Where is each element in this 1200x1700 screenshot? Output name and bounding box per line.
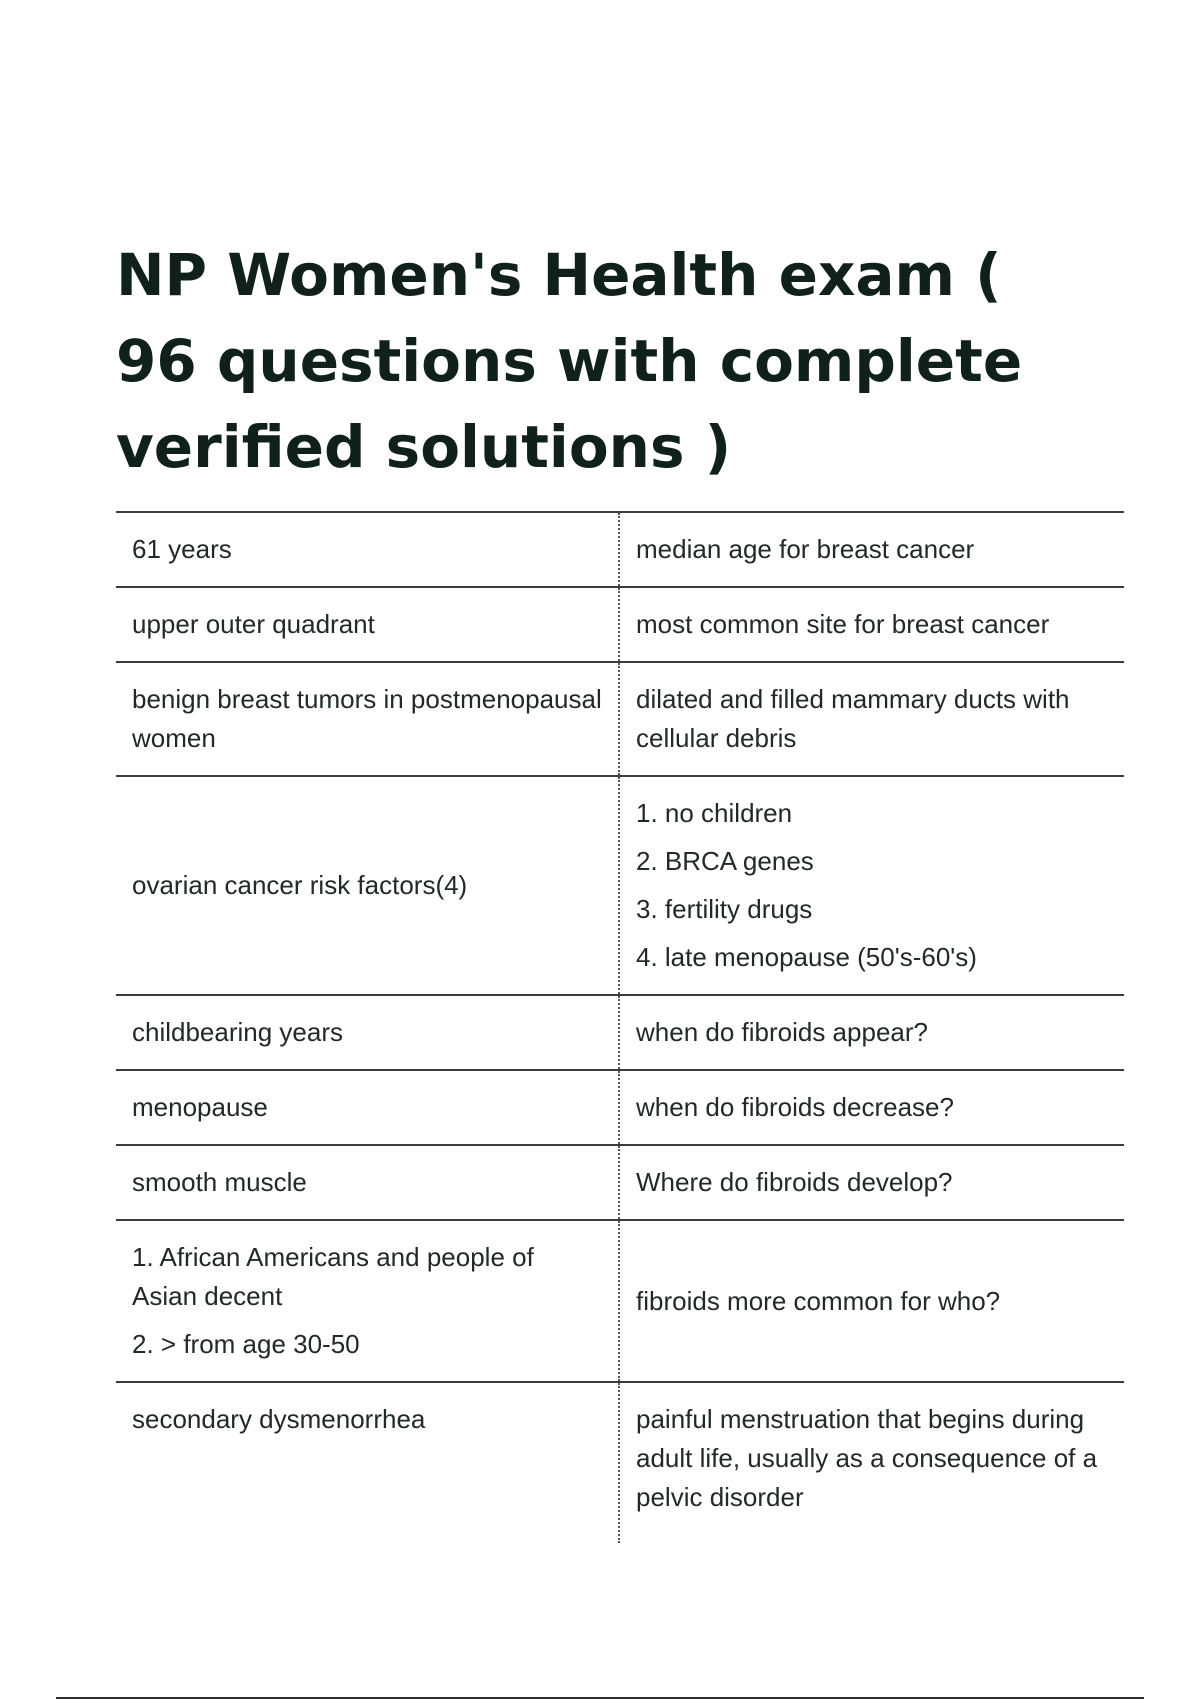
definition-text: when do fibroids decrease?: [636, 1092, 954, 1122]
term-cell: [116, 512, 619, 587]
table-row: [116, 587, 1124, 662]
term-text: smooth muscle: [132, 1167, 307, 1197]
term-text: secondary dysmenorrhea: [132, 1404, 426, 1434]
definition-text: median age for breast cancer: [636, 534, 975, 564]
table-row: [116, 1382, 1124, 1543]
definition-cell: [619, 1382, 1124, 1543]
term-text: upper outer quadrant: [132, 609, 375, 639]
definition-text: 4. late menopause (50's-60's): [636, 942, 977, 972]
term-cell: [116, 1145, 619, 1220]
definition-text: when do fibroids appear?: [636, 1017, 928, 1047]
definition-cell: [619, 995, 1124, 1070]
term-cell: [116, 776, 619, 995]
definition-text: 3. fertility drugs: [636, 894, 813, 924]
definition-cell: [619, 1070, 1124, 1145]
definition-cell: [619, 1145, 1124, 1220]
term-text: childbearing years: [132, 1017, 344, 1047]
definition-cell: [619, 662, 1124, 776]
term-cell: [116, 1382, 619, 1543]
term-text: 61 years: [132, 534, 232, 564]
definition-text: painful menstruation that begins during adult life, usually as a consequence of a pelvic disorder: [636, 1404, 1098, 1512]
term-cell: [116, 1070, 619, 1145]
term-text: 1. African Americans and people of Asian decent: [132, 1242, 534, 1311]
table-row: [116, 512, 1124, 587]
definition-cell: [619, 512, 1124, 587]
table-row: [116, 1145, 1124, 1220]
page-title: NP Women's Health exam ( 96 questions with complete verified solutions ): [116, 241, 1023, 481]
table-row: [116, 776, 1124, 995]
definition-cell: [619, 587, 1124, 662]
table-row: [116, 1220, 1124, 1382]
definition-cell: [619, 776, 1124, 995]
definition-text: fibroids more common for who?: [636, 1285, 1001, 1316]
table-row: [116, 995, 1124, 1070]
term-text: benign breast tumors in postmenopausal women: [132, 684, 602, 753]
term-text: 2. > from age 30-50: [132, 1329, 360, 1359]
definition-text: 2. BRCA genes: [636, 846, 814, 876]
term-cell: [116, 995, 619, 1070]
definition-text: 1. no children: [636, 798, 793, 828]
definition-cell: [619, 1220, 1124, 1382]
table-row: [116, 1070, 1124, 1145]
term-cell: [116, 587, 619, 662]
term-cell: [116, 662, 619, 776]
term-text: menopause: [132, 1092, 268, 1122]
definition-text: Where do fibroids develop?: [636, 1167, 953, 1197]
definition-text: most common site for breast cancer: [636, 609, 1050, 639]
term-cell: [116, 1220, 619, 1382]
term-text: ovarian cancer risk factors(4): [132, 870, 468, 900]
table-row: [116, 662, 1124, 776]
flashcard-table: [116, 511, 1124, 1543]
definition-text: dilated and filled mammary ducts with cellular debris: [636, 684, 1070, 753]
page-bottom-divider: [56, 1697, 1144, 1699]
